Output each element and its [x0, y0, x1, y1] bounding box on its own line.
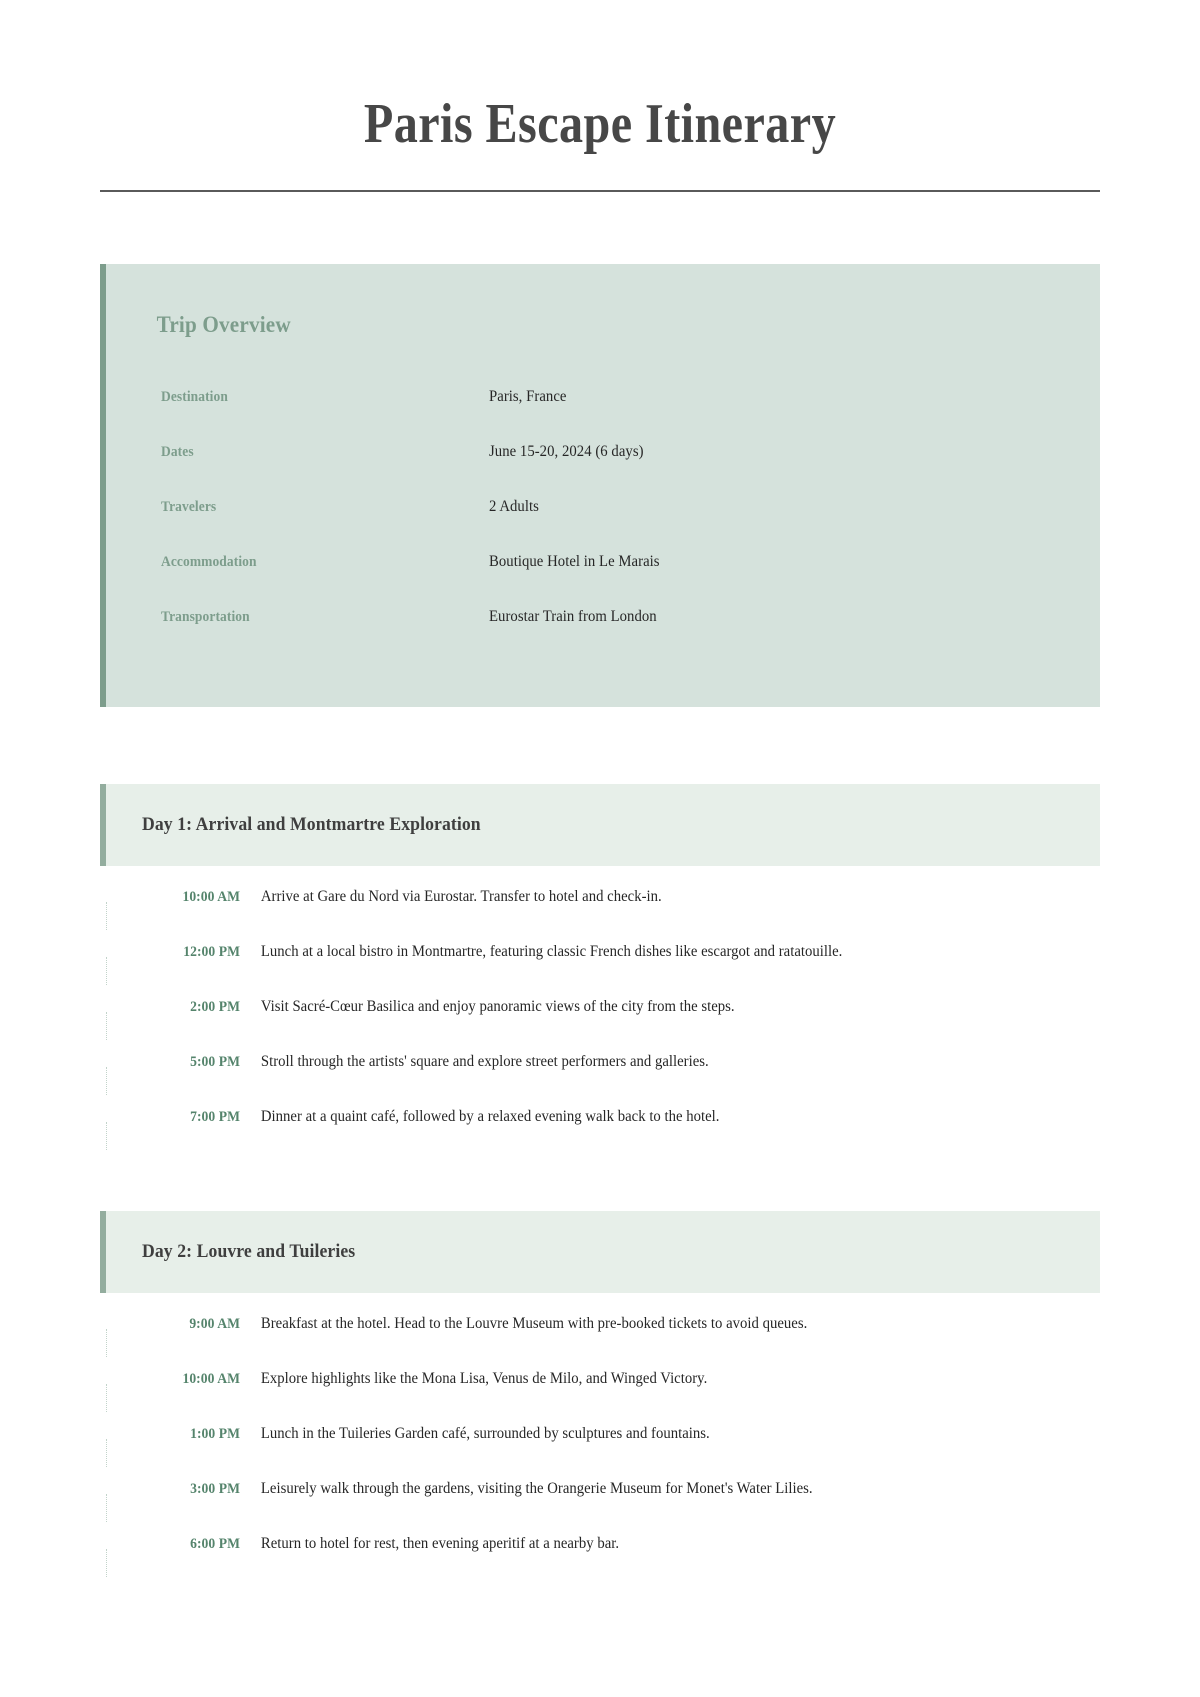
schedule-description: Leisurely walk through the gardens, visiting the Orangerie Museum for Monet's Water Lilies.: [260, 1480, 813, 1498]
schedule-time: 10:00 AM: [182, 889, 240, 906]
day-header-title: Day 2: Louvre and Tuileries: [142, 1241, 356, 1263]
day-schedule: [100, 1293, 1100, 1590]
timeline-tick-icon: [106, 1067, 107, 1095]
schedule-row: [100, 1370, 1100, 1425]
schedule-description: Return to hotel for rest, then evening aperitif at a nearby bar.: [260, 1535, 620, 1553]
schedule-row: [100, 1053, 1100, 1108]
schedule-time: 6:00 PM: [190, 1536, 240, 1553]
schedule-description: Arrive at Gare du Nord via Eurostar. Transfer to hotel and check-in.: [260, 888, 662, 906]
schedule-description: Explore highlights like the Mona Lisa, Venus de Milo, and Winged Victory.: [260, 1370, 708, 1388]
schedule-time: 7:00 PM: [190, 1109, 240, 1126]
schedule-row: [100, 1315, 1100, 1370]
day-sections: [100, 784, 1100, 1590]
schedule-description: Visit Sacré-Cœur Basilica and enjoy panoramic views of the city from the steps.: [260, 998, 735, 1016]
day-section: [100, 1211, 1100, 1590]
overview-row-value: Paris, France: [489, 388, 567, 406]
timeline-tick-icon: [106, 1122, 107, 1150]
page-title: Paris Escape Itinerary: [363, 93, 837, 155]
schedule-row: [100, 1480, 1100, 1535]
overview-row: [106, 608, 1100, 663]
overview-row-label: Travelers: [161, 499, 217, 516]
overview-row-label: Destination: [161, 389, 228, 406]
day-header-title: Day 1: Arrival and Montmartre Exploration: [142, 814, 481, 836]
day-section: [100, 784, 1100, 1163]
schedule-time: 1:00 PM: [190, 1426, 240, 1443]
trip-overview-heading: Trip Overview: [156, 312, 291, 338]
schedule-description: Lunch in the Tuileries Garden café, surrounded by sculptures and fountains.: [260, 1425, 710, 1443]
timeline-tick-icon: [106, 1329, 107, 1357]
overview-row: [106, 498, 1100, 553]
timeline-tick-icon: [106, 1012, 107, 1040]
day-header: [100, 1211, 1100, 1293]
schedule-time: 9:00 AM: [189, 1316, 240, 1333]
overview-row-label: Transportation: [161, 609, 250, 626]
schedule-time: 2:00 PM: [190, 999, 240, 1016]
schedule-row: [100, 1425, 1100, 1480]
trip-overview-rows: [106, 388, 1100, 663]
schedule-description: Lunch at a local bistro in Montmartre, featuring classic French dishes like escargot and ratatouille.: [260, 943, 843, 961]
timeline-tick-icon: [106, 902, 107, 930]
schedule-time: 12:00 PM: [183, 944, 240, 961]
schedule-time: 10:00 AM: [182, 1371, 240, 1388]
overview-row-label: Accommodation: [161, 554, 257, 571]
schedule-time: 3:00 PM: [190, 1481, 240, 1498]
schedule-row: [100, 1108, 1100, 1163]
overview-row-value: Eurostar Train from London: [489, 608, 657, 626]
overview-row-label: Dates: [161, 444, 194, 461]
timeline-tick-icon: [106, 1549, 107, 1577]
schedule-row: [100, 998, 1100, 1053]
schedule-description: Breakfast at the hotel. Head to the Louvre Museum with pre-booked tickets to avoid queues.: [260, 1315, 808, 1333]
schedule-description: Dinner at a quaint café, followed by a relaxed evening walk back to the hotel.: [260, 1108, 720, 1126]
timeline-tick-icon: [106, 957, 107, 985]
timeline-tick-icon: [106, 1439, 107, 1467]
schedule-row: [100, 1535, 1100, 1590]
overview-row-value: Boutique Hotel in Le Marais: [489, 553, 660, 571]
schedule-row: [100, 888, 1100, 943]
schedule-time: 5:00 PM: [190, 1054, 240, 1071]
timeline-tick-icon: [106, 1384, 107, 1412]
day-header: [100, 784, 1100, 866]
overview-row-value: 2 Adults: [489, 498, 539, 516]
overview-row: [106, 388, 1100, 443]
overview-row: [106, 443, 1100, 498]
timeline-tick-icon: [106, 1494, 107, 1522]
schedule-description: Stroll through the artists' square and explore street performers and galleries.: [260, 1053, 709, 1071]
schedule-row: [100, 943, 1100, 998]
overview-row-value: June 15-20, 2024 (6 days): [489, 443, 644, 461]
trip-overview-panel: [100, 264, 1100, 707]
title-divider: [100, 190, 1100, 192]
day-schedule: [100, 866, 1100, 1163]
overview-row: [106, 553, 1100, 608]
